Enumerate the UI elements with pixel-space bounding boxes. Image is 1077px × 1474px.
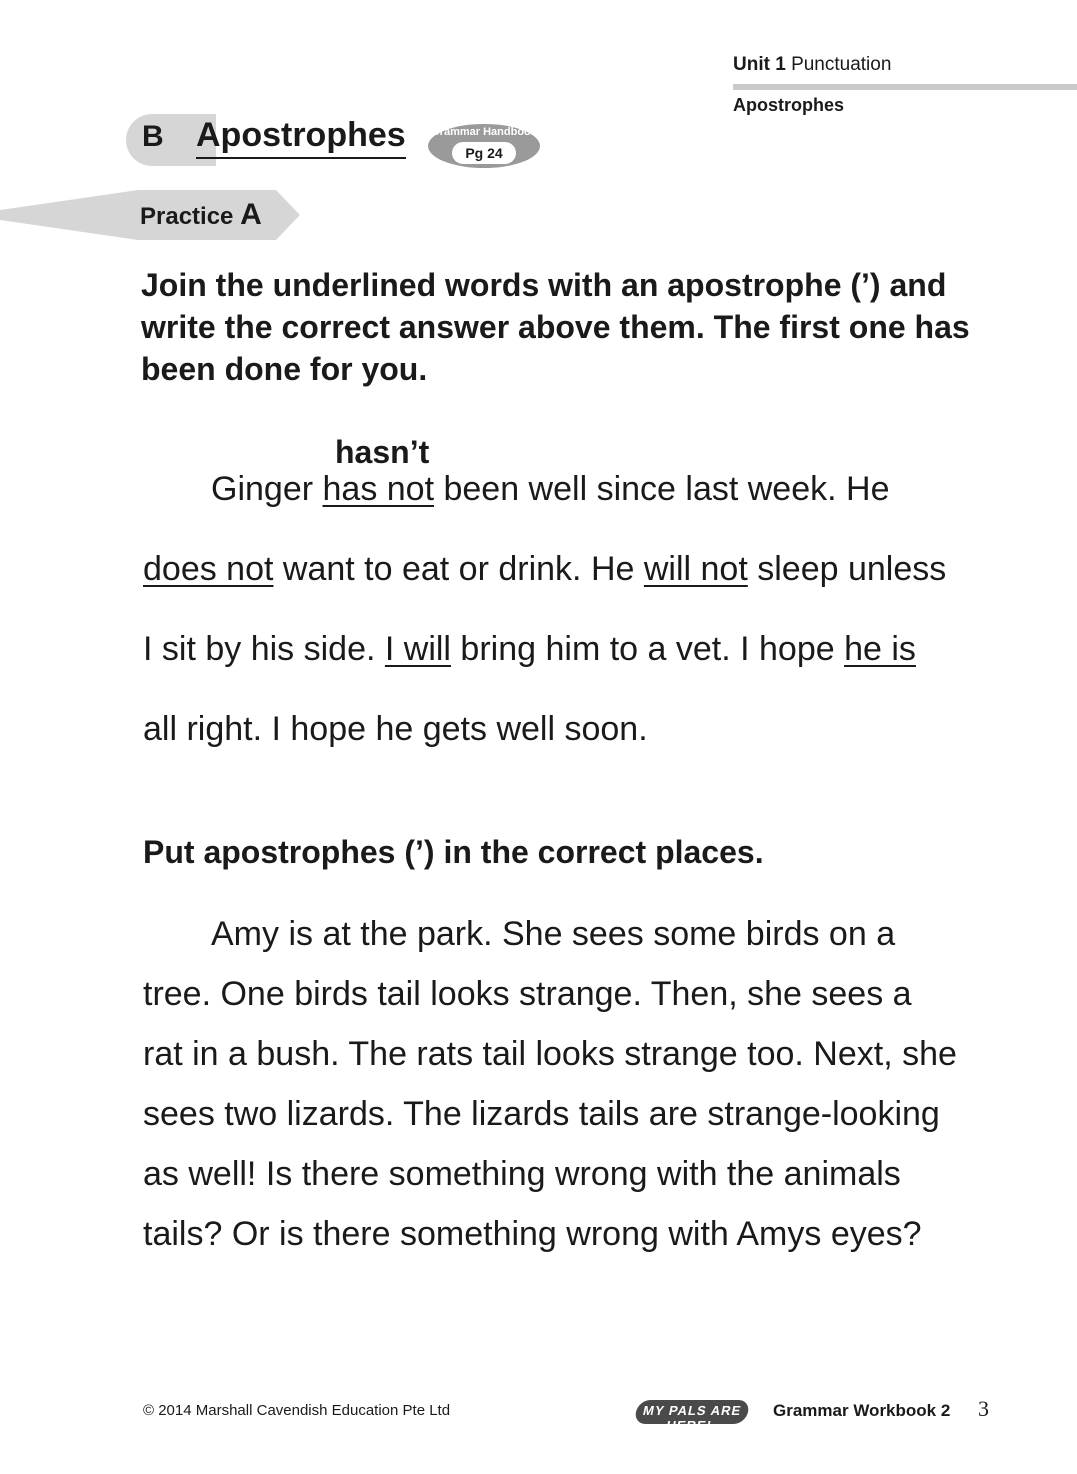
underlined-phrase[interactable]: will not xyxy=(643,550,748,588)
exercise1-line-1: Ginger has not been well since last week. He xyxy=(211,470,890,508)
exercise2-line-1[interactable]: Amy is at the park. She sees some birds on a xyxy=(211,915,896,953)
topic-label: Apostrophes xyxy=(733,95,845,115)
exercise2-line-2[interactable]: tree. One birds tail looks strange. Then, she sees a xyxy=(143,975,912,1013)
exercise1-instruction: Join the underlined words with an apostrophe (’) and write the correct answer above them. The first one has been done for you. xyxy=(141,267,970,387)
exercise1-line-2: does not want to eat or drink. He will not sleep unless xyxy=(143,550,947,588)
exercise2-line-6[interactable]: tails? Or is there something wrong with Amys eyes? xyxy=(143,1215,922,1253)
unit-header xyxy=(733,54,891,76)
underlined-phrase[interactable]: has not xyxy=(322,470,435,508)
practice-label: Practice xyxy=(140,203,234,230)
workbook-title: Grammar Workbook 2 xyxy=(773,1401,951,1420)
exercise2-line-4[interactable]: sees two lizards. The lizards tails are strange-looking xyxy=(143,1095,940,1133)
my-pals-logo: MY PALS ARE HERE! xyxy=(633,1400,750,1424)
underlined-phrase[interactable]: I will xyxy=(384,630,451,668)
practice-letter: A xyxy=(240,198,262,231)
exercise2-instruction: Put apostrophes (’) in the correct places. xyxy=(143,834,764,870)
exercise2-line-5[interactable]: as well! Is there something wrong with the animals xyxy=(143,1155,901,1193)
section-title: Apostrophes xyxy=(196,116,406,159)
underlined-phrase[interactable]: does not xyxy=(143,550,274,588)
practice-heading xyxy=(140,198,262,232)
unit-label: Unit 1 xyxy=(733,54,786,75)
handbook-label: Grammar Handbook xyxy=(431,126,537,138)
handbook-page: Pg 24 xyxy=(452,142,516,164)
page-number: 3 xyxy=(978,1396,989,1421)
exercise1-line-3: I sit by his side. I will bring him to a vet. I hope he is xyxy=(143,630,916,668)
handbook-reference-badge xyxy=(428,124,540,168)
underlined-phrase[interactable]: he is xyxy=(844,630,916,668)
exercise2-line-3[interactable]: rat in a bush. The rats tail looks strange too. Next, she xyxy=(143,1035,957,1073)
section-letter: B xyxy=(142,120,164,153)
example-answer: hasn’t xyxy=(335,434,430,470)
unit-name: Punctuation xyxy=(791,54,892,75)
header-divider xyxy=(733,84,1077,90)
copyright: © 2014 Marshall Cavendish Education Pte Ltd xyxy=(143,1402,451,1419)
exercise1-line-4: all right. I hope he gets well soon. xyxy=(143,710,648,748)
